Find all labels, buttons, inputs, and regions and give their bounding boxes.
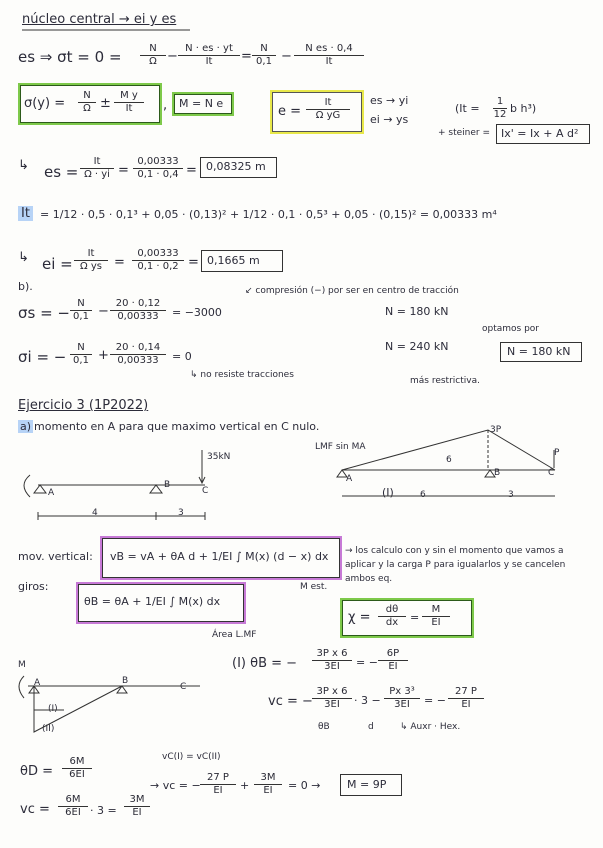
final-result-box: M = 9P (340, 774, 402, 796)
steiner-box: Ix' = Ix + A d² (496, 124, 590, 144)
minus: − (281, 49, 292, 64)
m-formula-box: M = N e (172, 92, 234, 116)
eq1-frac4: $\frac{\text{N es · 0,4}}{It}$ (294, 43, 364, 68)
ei-frac1: $\frac{It}{\text{Ω ys}}$ (74, 248, 108, 273)
exercise-title: Ejercicio 3 (1P2022) (18, 398, 149, 413)
ei-frac2: $\frac{0,00333}{0,1 \cdot 0,2}$ (132, 248, 184, 273)
it-label: It (18, 206, 33, 221)
ei-lhs: ei = (42, 255, 73, 273)
lmf-shape (342, 430, 555, 470)
part-b-label: b). (18, 280, 33, 293)
giros-formula-box: θB = θA + 1/EI ∫ M(x) dx (76, 582, 246, 624)
arrow-es: es → yi (370, 94, 409, 107)
eq1-frac3: $\frac{N}{0,1}$ (252, 43, 276, 68)
compress-note: ↙ compresión (−) por ser en centro de tracción (245, 286, 459, 296)
curvature-box: χ = $\frac{d\theta}{dx}$ = $\frac{M}{EI}$ (340, 598, 474, 638)
minus: − (167, 49, 178, 64)
no-tension-note: ↳ no resiste tracciones (190, 370, 294, 380)
giros-label: giros: (18, 580, 49, 593)
sigma-i: σi = − (18, 348, 67, 366)
page-title: núcleo central → ei y es (22, 12, 177, 27)
es-lhs: es = (44, 163, 79, 181)
eq1-frac1: $\frac{N}{\Omega}$ (140, 43, 166, 68)
mov-note: → los calculo con y sin el momento que vamos a aplicar y la carga P para igualarlos y se cancelen ambos eq. (345, 546, 566, 584)
theta-d-lbl: θD = (20, 764, 53, 779)
exercise-text: momento en A para que maximo vertical en C nulo. (34, 420, 320, 433)
it-expression: = 1/12 · 0,5 · 0,1³ + 0,05 · (0,13)² + 1/12 · 0,1 · 0,5³ + 0,05 · (0,15)² = 0,00333 m⁴ (40, 208, 497, 221)
inertia-a: (It = (455, 102, 480, 115)
arrow-ei: ei → ys (370, 113, 409, 126)
support-b (150, 485, 162, 493)
moment-arc (24, 475, 30, 497)
vc-lbl: vc = − (268, 694, 313, 709)
es-result-box: 0,08325 m (200, 157, 277, 178)
theta-b-lbl: (I) θB = − (232, 656, 298, 671)
e-formula-box: e = $\frac{It}{\text{Ω yG}}$ (270, 90, 364, 134)
inertia-b: b h³) (510, 102, 537, 115)
equals: = (241, 49, 252, 64)
support-a (34, 485, 46, 493)
mov-formula-box: vB = vA + θA d + 1/EI ∫ M(x) (d − x) dx (100, 536, 342, 580)
vc-m-lbl: vc = (20, 802, 50, 817)
vc-eq-lbl: → vc = − (150, 779, 201, 792)
choice-box: N = 180 kN (500, 342, 582, 362)
ei-result-box: 0,1665 m (201, 250, 283, 272)
es-frac1: $\frac{It}{\Omega \cdot yi}$ (80, 156, 114, 181)
mov-label: mov. vertical: (18, 550, 93, 563)
eq1-lhs: es ⇒ σt = 0 = (18, 48, 122, 66)
es-frac2: $\frac{0,00333}{0,1 \cdot 0,4}$ (133, 156, 183, 181)
sigma-formula-box: σ(y) = $\frac{N}{\Omega}$ ± $\frac{\text{M y}}{It}$ (18, 83, 162, 125)
eq1-frac2: $\frac{N \cdot es \cdot yt}{It}$ (178, 43, 240, 68)
inertia-frac: $\frac{1}{12}$ (493, 96, 507, 120)
sigma-s: σs = − (18, 304, 70, 322)
steiner-label: + steiner = (438, 128, 491, 138)
